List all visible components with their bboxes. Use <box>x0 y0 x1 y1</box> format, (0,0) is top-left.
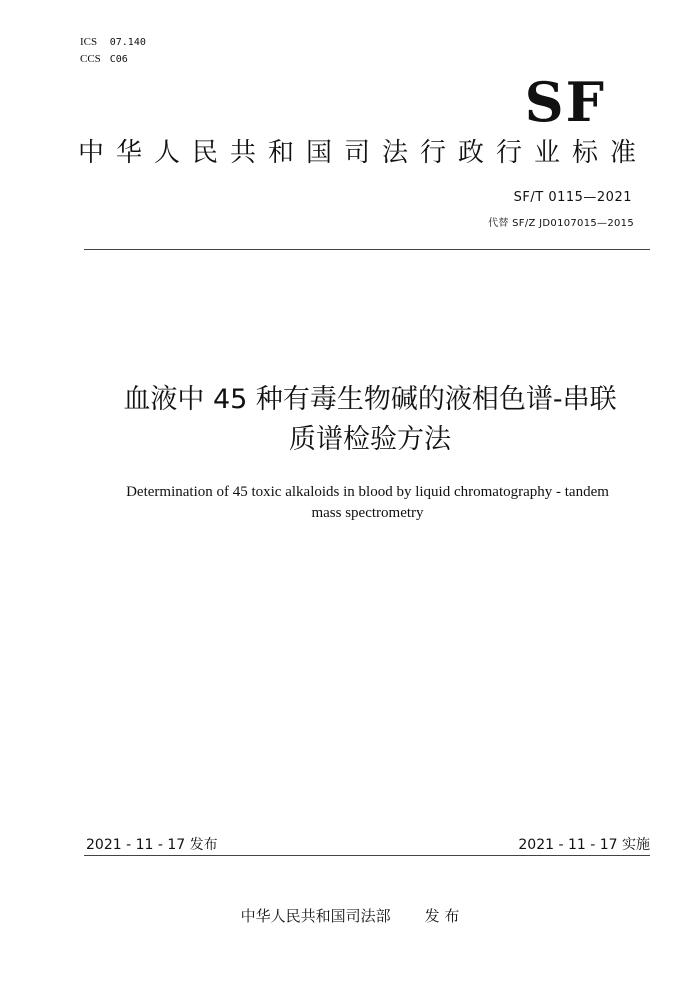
replaces-standard: 代替 SF/Z JD0107015—2015 <box>488 218 634 229</box>
ics-line <box>80 34 146 51</box>
issuer-name: 中华人民共和国司法部 <box>240 907 391 925</box>
footer-divider <box>84 855 650 856</box>
standard-code: SF/T 0115—2021 <box>513 190 632 205</box>
header-divider <box>84 249 650 250</box>
document-title-zh <box>60 380 680 460</box>
ccs-line <box>80 51 146 68</box>
ccs-label: CCS <box>80 53 101 65</box>
ics-value: 07.140 <box>109 37 146 48</box>
issuer-action: 发 布 <box>424 907 460 925</box>
issuer <box>0 905 700 926</box>
effective-date: 2021 - 11 - 17 实施 <box>518 837 650 853</box>
sf-logo: SF <box>524 70 606 134</box>
document-title-en <box>80 482 655 524</box>
title-en-line-1: Determination of 45 toxic alkaloids in blood by liquid chromatography - tandem <box>126 484 609 500</box>
standard-category-title: 中华人民共和国司法行政行业标准 <box>78 138 649 168</box>
title-zh-line-2: 质谱检验方法 <box>289 424 451 455</box>
title-en-line-2: mass spectrometry <box>311 505 424 521</box>
title-zh-line-1: 血液中 45 种有毒生物碱的液相色谱-串联 <box>123 384 617 415</box>
issue-date: 2021 - 11 - 17 发布 <box>86 837 218 853</box>
ccs-value: C06 <box>109 54 128 65</box>
ics-label: ICS <box>80 36 98 48</box>
classification-codes <box>80 34 146 68</box>
